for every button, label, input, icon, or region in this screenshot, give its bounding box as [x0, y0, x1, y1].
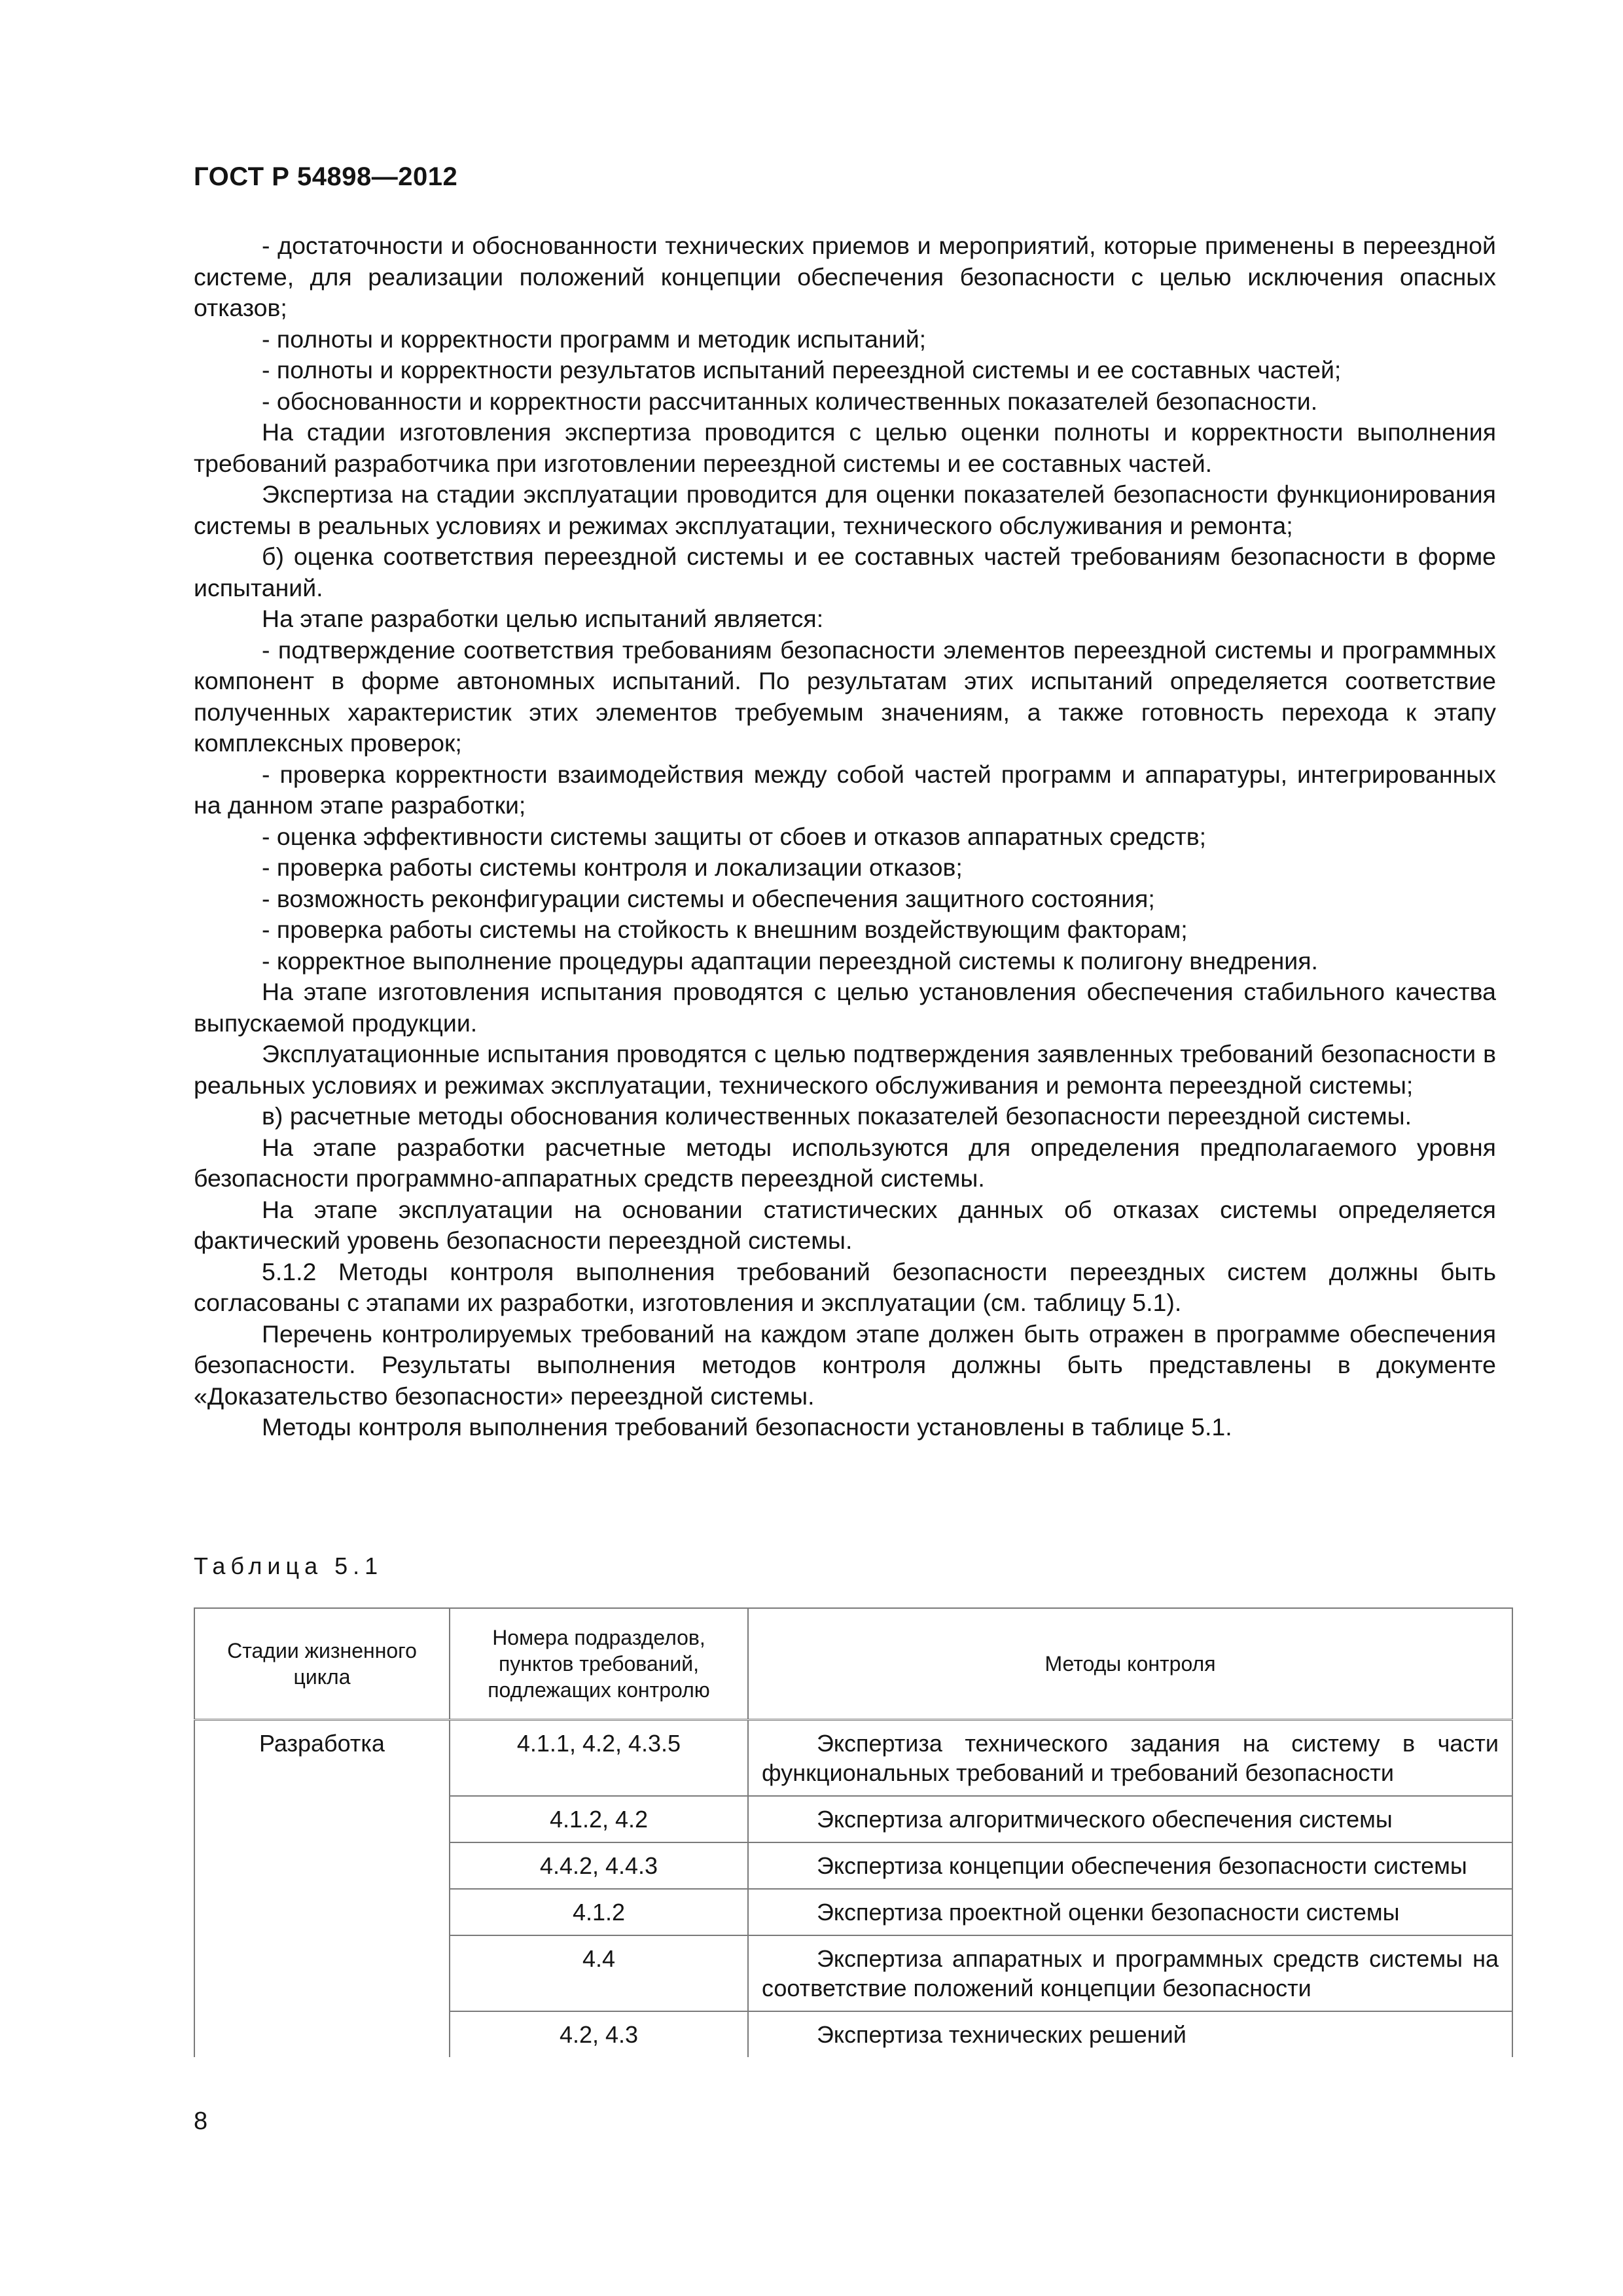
page-number: 8	[194, 2108, 208, 2135]
paragraph: Эксплуатационные испытания проводятся с целью подтверждения заявленных требований безопасности в реальных условиях и режимах эксплуатации, технического обслуживания и ремонта переездной системы;	[194, 1040, 1496, 1099]
header-refs: Номера подразделов, пунктов требований, подлежащих контролю	[450, 1608, 748, 1720]
paragraph: - подтверждение соответствия требованиям безопасности элементов переездной системы и программных компонент в форме автономных испытаний. По результатам этих испытаний определяется соответствие полученных характеристик этих элементов требуемым значениям, а также готовность перехода к этапу комплексных проверок;	[194, 636, 1496, 757]
refs-cell: 4.1.1, 4.2, 4.3.5	[450, 1720, 748, 1797]
paragraph: - полноты и корректности результатов испытаний переездной системы и ее составных частей;	[262, 356, 1342, 384]
paragraph: - полноты и корректности программ и методик испытаний;	[262, 325, 927, 353]
method-text: Экспертиза проектной оценки безопасности системы	[817, 1899, 1400, 1926]
paragraph: На этапе эксплуатации на основании статистических данных об отказах системы определяется фактический уровень безопасности переездной системы.	[194, 1195, 1496, 1254]
paragraph: Экспертиза на стадии эксплуатации проводится для оценки показателей безопасности функционирования системы в реальных условиях и режимах эксплуатации, технического обслуживания и ремонта;	[194, 480, 1496, 539]
method-cell	[748, 1796, 1512, 1842]
refs-cell: 4.1.2, 4.2	[450, 1796, 748, 1842]
paragraph: - оценка эффективности системы защиты от сбоев и отказов аппаратных средств;	[262, 822, 1207, 850]
paragraph: - корректное выполнение процедуры адаптации переездной системы к полигону внедрения.	[262, 946, 1318, 975]
paragraph: - обоснованности и корректности рассчитанных количественных показателей безопасности.	[262, 387, 1318, 415]
method-cell	[748, 2011, 1512, 2057]
table-header-row	[194, 1608, 1512, 1720]
method-text: Экспертиза алгоритмического обеспечения системы	[817, 1806, 1393, 1833]
paragraph: - проверка работы системы контроля и локализации отказов;	[262, 853, 963, 881]
paragraph: - проверка корректности взаимодействия между собой частей программ и аппаратуры, интегрированных на данном этапе разработки;	[194, 760, 1496, 819]
document-header: ГОСТ Р 54898—2012	[194, 162, 458, 191]
method-text: Экспертиза технического задания на систему в части функциональных требований и требований безопасности	[762, 1730, 1499, 1786]
paragraph: На этапе разработки расчетные методы используются для определения предполагаемого уровня безопасности программно-аппаратных средств переездной системы.	[194, 1133, 1496, 1192]
header-stage: Стадии жизненного цикла	[194, 1608, 450, 1720]
table-row	[194, 1720, 1512, 1797]
body-text	[194, 230, 1496, 1443]
refs-cell: 4.2, 4.3	[450, 2011, 748, 2057]
stage-cell: Разработка	[194, 1720, 450, 2058]
method-cell	[748, 1842, 1512, 1889]
paragraph: - возможность реконфигурации системы и обеспечения защитного состояния;	[262, 884, 1155, 912]
table-caption: Таблица 5.1	[194, 1552, 383, 1579]
paragraph: Методы контроля выполнения требований безопасности установлены в таблице 5.1.	[262, 1413, 1232, 1441]
method-cell	[748, 1935, 1512, 2011]
paragraph: - достаточности и обоснованности технических приемов и мероприятий, которые применены в переездной системе, для реализации положений концепции обеспечения безопасности с целью исключения опасных отказов;	[194, 232, 1496, 321]
refs-cell: 4.4	[450, 1935, 748, 2011]
method-text: Экспертиза аппаратных и программных средств системы на соответствие положений концепции безопасности	[762, 1945, 1499, 2001]
method-text: Экспертиза технических решений	[817, 2021, 1186, 2048]
method-cell	[748, 1889, 1512, 1935]
method-text: Экспертиза концепции обеспечения безопасности системы	[817, 1852, 1467, 1879]
paragraph: в) расчетные методы обоснования количественных показателей безопасности переездной системы.	[262, 1102, 1412, 1130]
paragraph: - проверка работы системы на стойкость к внешним воздействующим факторам;	[262, 916, 1188, 943]
paragraph: 5.1.2 Методы контроля выполнения требований безопасности переездных систем должны быть согласованы с этапами их разработки, изготовления и эксплуатации (см. таблицу 5.1).	[194, 1257, 1496, 1316]
control-methods-table	[194, 1607, 1513, 2057]
paragraph: б) оценка соответствия переездной системы и ее составных частей требованиям безопасности в форме испытаний.	[194, 543, 1496, 601]
header-methods: Методы контроля	[748, 1608, 1512, 1720]
paragraph: На этапе изготовления испытания проводятся с целью установления обеспечения стабильного качества выпускаемой продукции.	[194, 978, 1496, 1037]
paragraph: На этапе разработки целью испытаний является:	[262, 605, 824, 632]
method-cell	[748, 1720, 1512, 1797]
refs-cell: 4.1.2	[450, 1889, 748, 1935]
paragraph: На стадии изготовления экспертиза проводится с целью оценки полноты и корректности выполнения требований разработчика при изготовлении переездной системы и ее составных частей.	[194, 418, 1496, 477]
refs-cell: 4.4.2, 4.4.3	[450, 1842, 748, 1889]
paragraph: Перечень контролируемых требований на каждом этапе должен быть отражен в программе обеспечения безопасности. Результаты выполнения методов контроля должны быть представлены в документе «Доказательство безопасности» переездной системы.	[194, 1319, 1496, 1410]
